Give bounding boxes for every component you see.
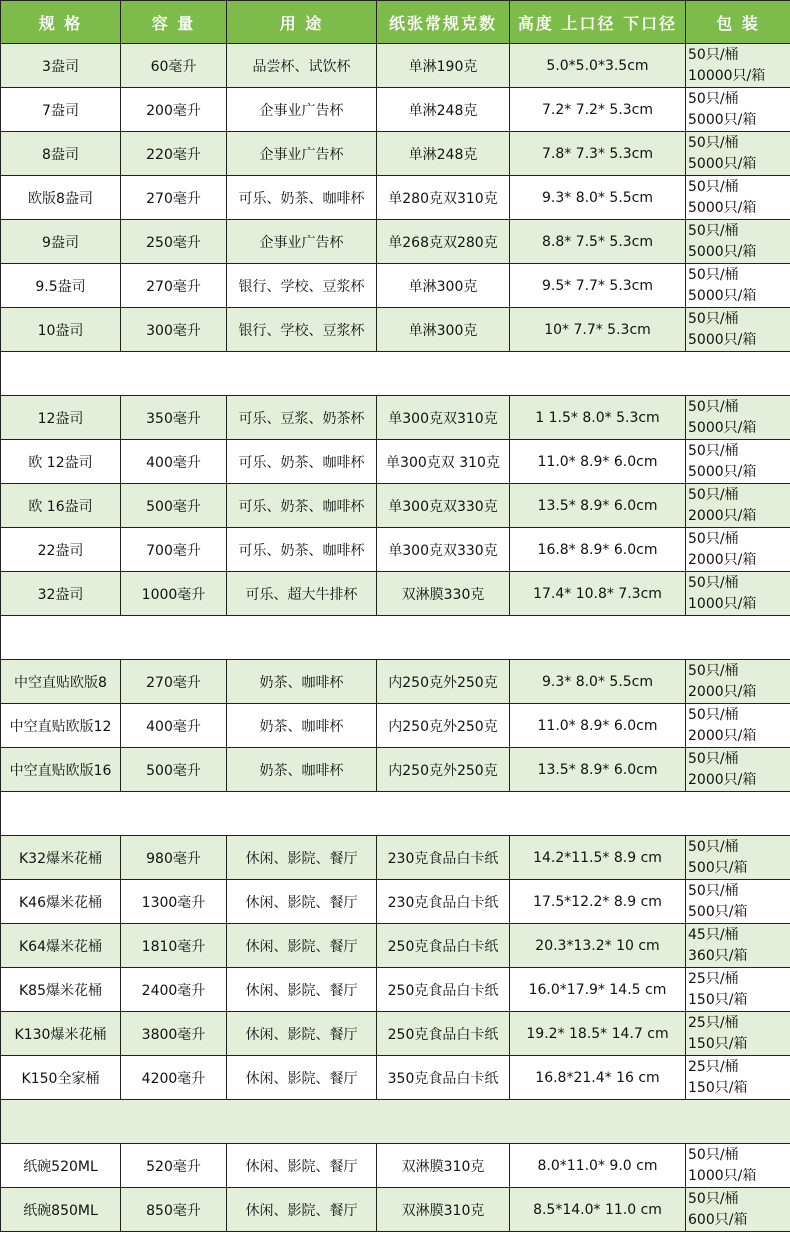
packaging-cell [686,220,790,264]
pack-per-box: 5000只/箱 [688,155,757,172]
spec-cell: 中空直贴欧版16 [1,748,121,792]
dimensions-cell: 7.8* 7.3* 5.3cm [510,132,686,176]
spec-cell: 纸碗520ML [1,1144,121,1188]
paper-cell: 双淋膜330克 [377,572,510,616]
packaging-cell [686,88,790,132]
packaging-cell [686,264,790,308]
table-row [1,264,790,308]
header-usage: 用 途 [227,1,377,44]
spec-cell: 9盎司 [1,220,121,264]
spec-cell: 中空直贴欧版12 [1,704,121,748]
packaging-cell [686,880,790,924]
pack-per-box: 150只/箱 [688,991,748,1008]
capacity-cell: 500毫升 [121,484,227,528]
spec-cell: K64爆米花桶 [1,924,121,968]
paper-cell: 单淋300克 [377,264,510,308]
paper-cell: 单280克双310克 [377,176,510,220]
spec-cell: 3盎司 [1,44,121,88]
usage-cell: 休闲、影院、餐厅 [227,880,377,924]
pack-per-box: 500只/箱 [688,859,748,876]
spec-cell: 纸碗850ML [1,1188,121,1232]
table-row [1,44,790,88]
spacer-cell [1,792,790,836]
pack-per-tube: 50只/桶 [688,662,739,679]
pack-per-tube: 50只/桶 [688,310,739,327]
capacity-cell: 4200毫升 [121,1056,227,1100]
packaging-cell [686,1012,790,1056]
spec-cell: 12盎司 [1,396,121,440]
pack-per-box: 10000只/箱 [688,67,766,84]
pack-per-tube: 50只/桶 [688,222,739,239]
paper-cell: 单淋248克 [377,132,510,176]
usage-cell: 可乐、奶茶、咖啡杯 [227,176,377,220]
spec-cell: K150全家桶 [1,1056,121,1100]
capacity-cell: 3800毫升 [121,1012,227,1056]
usage-cell: 可乐、豆浆、奶茶杯 [227,396,377,440]
usage-cell: 可乐、超大牛排杯 [227,572,377,616]
table-row [1,440,790,484]
capacity-cell: 980毫升 [121,836,227,880]
pack-per-box: 1000只/箱 [688,595,757,612]
usage-cell: 可乐、奶茶、咖啡杯 [227,484,377,528]
table-row [1,748,790,792]
table-row [1,660,790,704]
paper-cell: 单淋300克 [377,308,510,352]
paper-cell: 双淋膜310克 [377,1144,510,1188]
usage-cell: 休闲、影院、餐厅 [227,1144,377,1188]
dimensions-cell: 8.0*11.0* 9.0 cm [510,1144,686,1188]
spacer-cell [1,1100,790,1144]
capacity-cell: 1300毫升 [121,880,227,924]
spacer-cell [1,352,790,396]
pack-per-tube: 50只/桶 [688,398,739,415]
pack-per-tube: 50只/桶 [688,706,739,723]
packaging-cell [686,924,790,968]
paper-cell: 230克食品白卡纸 [377,836,510,880]
paper-cell: 250克食品白卡纸 [377,968,510,1012]
usage-cell: 休闲、影院、餐厅 [227,836,377,880]
pack-per-tube: 25只/桶 [688,1058,739,1075]
packaging-cell [686,484,790,528]
table-row [1,308,790,352]
spec-cell: 7盎司 [1,88,121,132]
packaging-cell [686,836,790,880]
pack-per-box: 5000只/箱 [688,331,757,348]
pack-per-box: 5000只/箱 [688,463,757,480]
pack-per-box: 5000只/箱 [688,419,757,436]
capacity-cell: 500毫升 [121,748,227,792]
table-body [1,44,790,1232]
pack-per-box: 5000只/箱 [688,111,757,128]
paper-cell: 单300克双 310克 [377,440,510,484]
table-row [1,396,790,440]
capacity-cell: 270毫升 [121,264,227,308]
spec-cell: K32爆米花桶 [1,836,121,880]
spec-cell: 9.5盎司 [1,264,121,308]
header-dimensions: 高度 上口径 下口径 [510,1,686,44]
pack-per-tube: 50只/桶 [688,574,739,591]
dimensions-cell: 8.8* 7.5* 5.3cm [510,220,686,264]
packaging-cell [686,1188,790,1232]
capacity-cell: 220毫升 [121,132,227,176]
pack-per-box: 500只/箱 [688,903,748,920]
spec-cell: 32盎司 [1,572,121,616]
pack-per-tube: 50只/桶 [688,838,739,855]
table-row [1,968,790,1012]
spec-cell: 中空直贴欧版8 [1,660,121,704]
table-row [1,704,790,748]
spec-cell: 10盎司 [1,308,121,352]
table-row [1,176,790,220]
spec-cell: 欧版8盎司 [1,176,121,220]
paper-cell: 单268克双280克 [377,220,510,264]
packaging-cell [686,572,790,616]
section-spacer-row [1,792,790,836]
pack-per-tube: 50只/桶 [688,1190,739,1207]
spec-cell: K85爆米花桶 [1,968,121,1012]
paper-cell: 单300克双330克 [377,484,510,528]
dimensions-cell: 17.4* 10.8* 7.3cm [510,572,686,616]
usage-cell: 企事业广告杯 [227,220,377,264]
table-row [1,528,790,572]
packaging-cell [686,440,790,484]
packaging-cell [686,176,790,220]
capacity-cell: 350毫升 [121,396,227,440]
capacity-cell: 520毫升 [121,1144,227,1188]
packaging-cell [686,308,790,352]
capacity-cell: 200毫升 [121,88,227,132]
dimensions-cell: 9.3* 8.0* 5.5cm [510,176,686,220]
dimensions-cell: 19.2* 18.5* 14.7 cm [510,1012,686,1056]
spec-cell: 欧 16盎司 [1,484,121,528]
usage-cell: 休闲、影院、餐厅 [227,1188,377,1232]
dimensions-cell: 5.0*5.0*3.5cm [510,44,686,88]
usage-cell: 银行、学校、豆浆杯 [227,264,377,308]
dimensions-cell: 16.8*21.4* 16 cm [510,1056,686,1100]
usage-cell: 银行、学校、豆浆杯 [227,308,377,352]
header-capacity: 容 量 [121,1,227,44]
spacer-cell [1,616,790,660]
paper-cell: 单300克双310克 [377,396,510,440]
pack-per-tube: 50只/桶 [688,178,739,195]
dimensions-cell: 11.0* 8.9* 6.0cm [510,704,686,748]
paper-cell: 内250克外250克 [377,704,510,748]
capacity-cell: 2400毫升 [121,968,227,1012]
table-row [1,88,790,132]
header-spec: 规 格 [1,1,121,44]
dimensions-cell: 11.0* 8.9* 6.0cm [510,440,686,484]
dimensions-cell: 1 1.5* 8.0* 5.3cm [510,396,686,440]
table-row [1,924,790,968]
dimensions-cell: 17.5*12.2* 8.9 cm [510,880,686,924]
dimensions-cell: 7.2* 7.2* 5.3cm [510,88,686,132]
table-row [1,1188,790,1232]
section-spacer-row [1,616,790,660]
pack-per-box: 2000只/箱 [688,551,757,568]
capacity-cell: 850毫升 [121,1188,227,1232]
table-row [1,1056,790,1100]
packaging-cell [686,1144,790,1188]
capacity-cell: 270毫升 [121,660,227,704]
dimensions-cell: 16.0*17.9* 14.5 cm [510,968,686,1012]
capacity-cell: 250毫升 [121,220,227,264]
dimensions-cell: 8.5*14.0* 11.0 cm [510,1188,686,1232]
pack-per-tube: 50只/桶 [688,530,739,547]
table-row [1,220,790,264]
table-row [1,1144,790,1188]
dimensions-cell: 13.5* 8.9* 6.0cm [510,484,686,528]
capacity-cell: 300毫升 [121,308,227,352]
paper-cell: 350克食品白卡纸 [377,1056,510,1100]
usage-cell: 品尝杯、试饮杯 [227,44,377,88]
pack-per-box: 2000只/箱 [688,507,757,524]
pack-per-tube: 50只/桶 [688,882,739,899]
dimensions-cell: 10* 7.7* 5.3cm [510,308,686,352]
pack-per-box: 2000只/箱 [688,727,757,744]
usage-cell: 可乐、奶茶、咖啡杯 [227,440,377,484]
pack-per-tube: 25只/桶 [688,1014,739,1031]
packaging-cell [686,968,790,1012]
usage-cell: 可乐、奶茶、咖啡杯 [227,528,377,572]
capacity-cell: 270毫升 [121,176,227,220]
usage-cell: 休闲、影院、餐厅 [227,1056,377,1100]
pack-per-box: 5000只/箱 [688,243,757,260]
pack-per-tube: 50只/桶 [688,486,739,503]
capacity-cell: 400毫升 [121,704,227,748]
spec-cell: 8盎司 [1,132,121,176]
pack-per-box: 600只/箱 [688,1211,748,1228]
header-paper-weight: 纸张常规克数 [377,1,510,44]
header-packaging: 包 装 [686,1,790,44]
capacity-cell: 1000毫升 [121,572,227,616]
table-row [1,572,790,616]
pack-per-box: 5000只/箱 [688,287,757,304]
pack-per-box: 150只/箱 [688,1079,748,1096]
spec-cell: 欧 12盎司 [1,440,121,484]
pack-per-tube: 25只/桶 [688,970,739,987]
pack-per-box: 5000只/箱 [688,199,757,216]
usage-cell: 休闲、影院、餐厅 [227,968,377,1012]
section-spacer-row [1,1100,790,1144]
dimensions-cell: 14.2*11.5* 8.9 cm [510,836,686,880]
usage-cell: 奶茶、咖啡杯 [227,748,377,792]
pack-per-tube: 50只/桶 [688,134,739,151]
pack-per-box: 2000只/箱 [688,771,757,788]
table-row [1,132,790,176]
dimensions-cell: 9.3* 8.0* 5.5cm [510,660,686,704]
capacity-cell: 400毫升 [121,440,227,484]
paper-cell: 单淋190克 [377,44,510,88]
paper-cell: 250克食品白卡纸 [377,924,510,968]
spec-cell: 22盎司 [1,528,121,572]
usage-cell: 奶茶、咖啡杯 [227,660,377,704]
capacity-cell: 60毫升 [121,44,227,88]
pack-per-tube: 50只/桶 [688,46,739,63]
spec-cell: K46爆米花桶 [1,880,121,924]
pack-per-box: 150只/箱 [688,1035,748,1052]
paper-cell: 单300克双330克 [377,528,510,572]
table-row [1,836,790,880]
usage-cell: 休闲、影院、餐厅 [227,1012,377,1056]
capacity-cell: 700毫升 [121,528,227,572]
packaging-cell [686,1056,790,1100]
pack-per-tube: 50只/桶 [688,266,739,283]
header-row [1,1,790,44]
paper-cell: 单淋248克 [377,88,510,132]
spec-cell: K130爆米花桶 [1,1012,121,1056]
usage-cell: 奶茶、咖啡杯 [227,704,377,748]
paper-cell: 230克食品白卡纸 [377,880,510,924]
paper-cell: 250克食品白卡纸 [377,1012,510,1056]
packaging-cell [686,660,790,704]
dimensions-cell: 20.3*13.2* 10 cm [510,924,686,968]
packaging-cell [686,704,790,748]
table-row [1,484,790,528]
pack-per-tube: 50只/桶 [688,1146,739,1163]
dimensions-cell: 9.5* 7.7* 5.3cm [510,264,686,308]
usage-cell: 企事业广告杯 [227,88,377,132]
paper-cell: 双淋膜310克 [377,1188,510,1232]
pack-per-box: 360只/箱 [688,947,748,964]
usage-cell: 企事业广告杯 [227,132,377,176]
pack-per-tube: 50只/桶 [688,750,739,767]
pack-per-box: 2000只/箱 [688,683,757,700]
packaging-cell [686,748,790,792]
packaging-cell [686,528,790,572]
paper-cell: 内250克外250克 [377,748,510,792]
table-row [1,1012,790,1056]
table-row [1,880,790,924]
pack-per-tube: 50只/桶 [688,90,739,107]
pack-per-tube: 50只/桶 [688,442,739,459]
usage-cell: 休闲、影院、餐厅 [227,924,377,968]
section-spacer-row [1,352,790,396]
dimensions-cell: 13.5* 8.9* 6.0cm [510,748,686,792]
pack-per-tube: 45只/桶 [688,926,739,943]
packaging-cell [686,396,790,440]
pack-per-box: 1000只/箱 [688,1167,757,1184]
packaging-cell [686,44,790,88]
paper-cell: 内250克外250克 [377,660,510,704]
packaging-cell [686,132,790,176]
dimensions-cell: 16.8* 8.9* 6.0cm [510,528,686,572]
capacity-cell: 1810毫升 [121,924,227,968]
